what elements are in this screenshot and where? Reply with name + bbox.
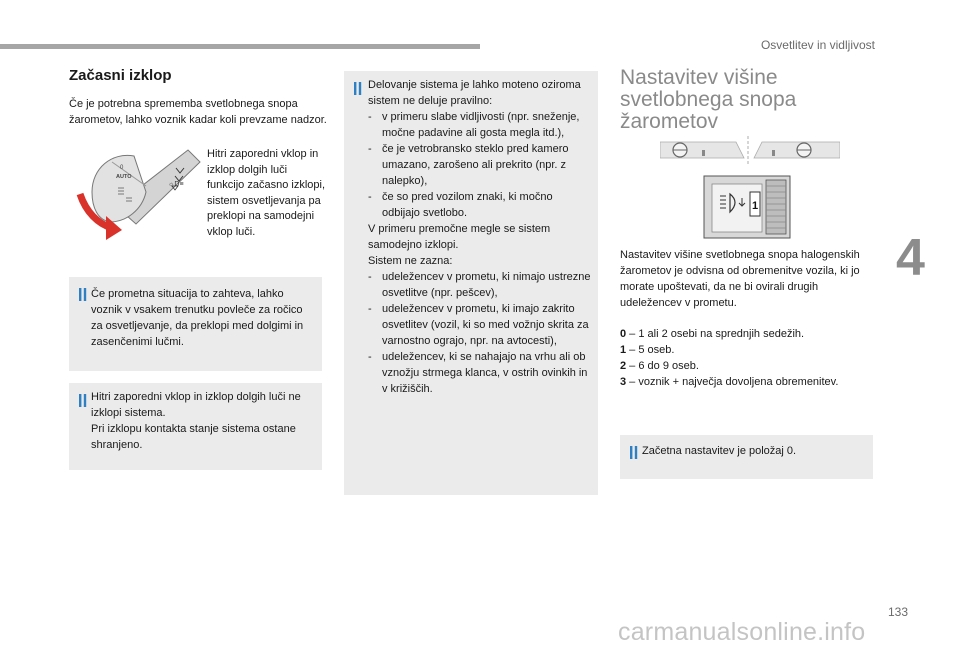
- note-initial-setting-text: Začetna nastavitev je položaj 0.: [642, 445, 797, 457]
- fog-line: V primeru premočne megle se sistem samodejno izklopi.: [368, 223, 551, 251]
- list-item: - udeležencev, ki se nahajajo na vrhu ali ob vznožju strmega klanca, v ostrih ovinkih in v križiščih.: [368, 351, 588, 395]
- stalk-label-auto: AUTO: [116, 174, 132, 180]
- watermark: carmanualsonline.info: [618, 618, 866, 646]
- list-item: - če so pred vozilom znaki, ki močno odbijajo svetlobo.: [368, 191, 553, 219]
- note-memory-line: Pri izklopu kontakta stanje sistema ostane shranjeno.: [91, 423, 296, 451]
- dashboard-right: [754, 142, 840, 158]
- headlamp-adjustment-title: Nastavitev višine svetlobnega snopa žarometov: [620, 66, 797, 133]
- wheel-digit: 1: [752, 200, 759, 212]
- list-item: - v primeru slabe vidljivosti (npr. sneženje, močne padavine ali gosta megla itd.),: [368, 111, 580, 139]
- list-item: 0 – 1 ali 2 osebi na sprednjih sedežih.: [620, 328, 805, 340]
- list-item: 3 – voznik + največja dovoljena obremenitev.: [620, 376, 839, 388]
- light-stalk-illustration: [76, 146, 202, 242]
- temporary-off-intro: Če je potrebna sprememba svetlobnega snopa žarometov, lahko voznik kadar koli prevzame nadzor.: [69, 98, 327, 126]
- stalk-caption: Hitri zaporedni vklop in izklop dolgih luči funkcijo začasno izklopi, sistem osvetljevanja pa preklopi na samodejni vklop luči.: [207, 148, 326, 238]
- leveller-switch: [704, 176, 790, 238]
- list-item: 2 – 6 do 9 oseb.: [620, 360, 699, 372]
- note-system-limitations: [344, 71, 598, 495]
- list-item: - udeležencev v prometu, ki imajo zakrito osvetlitev (vozil, ki so med vožnjo skrita za varnostno ograjo, npr. na avtocesti),: [368, 303, 589, 347]
- headlamp-adjustment-intro: Nastavitev višine svetlobnega snopa halogenskih žarometov je odvisna od obremenitve vozila, ki jo morate upoštevati, da ne bi ovirali drugih udeležencev v prometu.: [620, 249, 860, 309]
- note-manual-beam-text: Če prometna situacija to zahteva, lahko voznik v vsakem trenutku povleče za ročico za osvetljevanje, da preklopi med dolgimi in zasenčenimi lučmi.: [91, 288, 304, 348]
- info-icon: [79, 394, 91, 407]
- temporary-off-title: Začasni izklop: [69, 67, 172, 84]
- header-rule: [0, 44, 480, 49]
- note-manual-beam-switch: [69, 277, 322, 371]
- svg-text:☼D≡: ☼D≡: [168, 181, 184, 188]
- chapter-number: 4: [896, 229, 925, 287]
- load-positions-list: [620, 326, 876, 390]
- info-icon: [630, 446, 642, 459]
- note-flash-memory: [69, 383, 322, 470]
- limitations-intro: Delovanje sistema je lahko moteno oziroma sistem ne deluje pravilno:: [368, 79, 581, 107]
- note-flash-line: Hitri zaporedni vklop in izklop dolgih luči ne izklopi sistema.: [91, 391, 301, 419]
- list-item: 1 – 5 oseb.: [620, 344, 675, 356]
- section-name: Osvetlitev in vidljivost: [760, 38, 875, 52]
- note-initial-setting: [620, 435, 873, 479]
- list-item: - udeležencev v prometu, ki nimajo ustrezne osvetlitve (npr. pešcev),: [368, 271, 591, 299]
- dashboard-left: [660, 142, 744, 158]
- info-icon: [354, 82, 366, 95]
- page-number: 133: [887, 605, 908, 619]
- not-detected-intro: Sistem ne zazna:: [368, 255, 453, 267]
- info-icon: [79, 288, 91, 301]
- stalk-label-zero: 0: [120, 165, 124, 171]
- headlamp-leveller-illustration: [660, 136, 840, 242]
- list-item: - če je vetrobransko steklo pred kamero umazano, zarošeno ali prekrito (npr. z nalepko),: [368, 143, 569, 187]
